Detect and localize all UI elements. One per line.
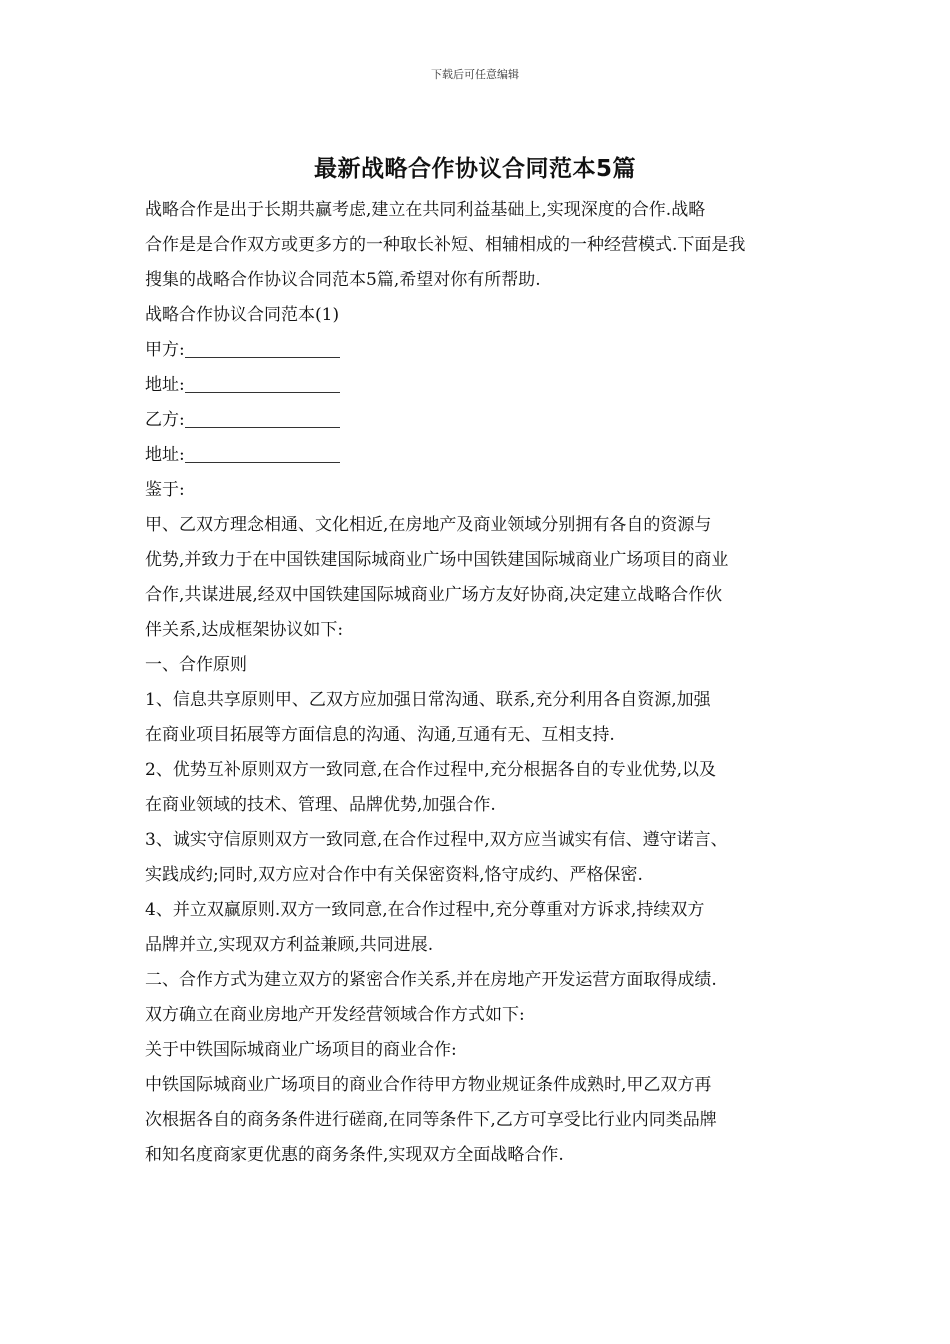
party-a-label: 甲方: — [145, 340, 185, 360]
paragraph-line: 2、优势互补原则双方一致同意,在合作过程中,充分根据各自的专业优势,以及 — [145, 760, 717, 780]
document-body — [145, 193, 813, 1173]
party-a-blank — [185, 339, 340, 358]
paragraph-line: 次根据各自的商务条件进行磋商,在同等条件下,乙方可享受比行业内同类品牌 — [145, 1110, 717, 1130]
address-b-blank — [185, 444, 340, 463]
paragraph-line: 战略合作是出于长期共赢考虑,建立在共同利益基础上,实现深度的合作.战略 — [145, 200, 706, 220]
paragraph-line: 二、合作方式为建立双方的紧密合作关系,并在房地产开发运营方面取得成绩. — [145, 970, 717, 990]
party-b-line — [145, 403, 813, 438]
paragraph-line: 关于中铁国际城商业广场项目的商业合作: — [145, 1040, 457, 1060]
party-b-label: 乙方: — [145, 410, 185, 430]
paragraph-line: 合作是是合作双方或更多方的一种取长补短、相辅相成的一种经营模式.下面是我 — [145, 235, 746, 255]
party-b-blank — [185, 409, 340, 428]
address-a-label: 地址: — [145, 375, 185, 395]
paragraph-line: 伴关系,达成框架协议如下: — [145, 620, 344, 640]
section-heading: 战略合作协议合同范本(1) — [145, 305, 340, 325]
paragraph-line: 在商业项目拓展等方面信息的沟通、沟通,互通有无、互相支持. — [145, 725, 615, 745]
address-a-line — [145, 368, 813, 403]
document-title: 最新战略合作协议合同范本5篇 — [313, 156, 636, 182]
paragraph-line: 双方确立在商业房地产开发经营领域合作方式如下: — [145, 1005, 525, 1025]
address-a-blank — [185, 374, 340, 393]
paragraph-line: 优势,并致力于在中国铁建国际城商业广场中国铁建国际城商业广场项目的商业 — [145, 550, 729, 570]
page-header: 下载后可任意编辑 — [431, 68, 519, 81]
paragraph-line: 在商业领域的技术、管理、品牌优势,加强合作. — [145, 795, 496, 815]
address-b-label: 地址: — [145, 445, 185, 465]
paragraph-line: 实践成约;同时,双方应对合作中有关保密资料,恪守成约、严格保密. — [145, 865, 643, 885]
section-heading: 一、合作原则 — [145, 655, 247, 675]
paragraph-line: 鉴于: — [145, 480, 185, 500]
paragraph-line: 搜集的战略合作协议合同范本5篇,希望对你有所帮助. — [145, 270, 541, 290]
paragraph-line: 3、诚实守信原则双方一致同意,在合作过程中,双方应当诚实有信、遵守诺言、 — [145, 830, 728, 850]
paragraph-line: 和知名度商家更优惠的商务条件,实现双方全面战略合作. — [145, 1145, 564, 1165]
paragraph-line: 4、并立双赢原则.双方一致同意,在合作过程中,充分尊重对方诉求,持续双方 — [145, 900, 705, 920]
paragraph-line: 品牌并立,实现双方利益兼顾,共同进展. — [145, 935, 434, 955]
address-b-line — [145, 438, 813, 473]
paragraph-line: 合作,共谋进展,经双中国铁建国际城商业广场方友好协商,决定建立战略合作伙 — [145, 585, 723, 605]
party-a-line — [145, 333, 813, 368]
paragraph-line: 甲、乙双方理念相通、文化相近,在房地产及商业领域分别拥有各自的资源与 — [145, 515, 712, 535]
paragraph-line: 中铁国际城商业广场项目的商业合作待甲方物业规证条件成熟时,甲乙双方再 — [145, 1075, 712, 1095]
paragraph-line: 1、信息共享原则甲、乙双方应加强日常沟通、联系,充分利用各自资源,加强 — [145, 690, 711, 710]
